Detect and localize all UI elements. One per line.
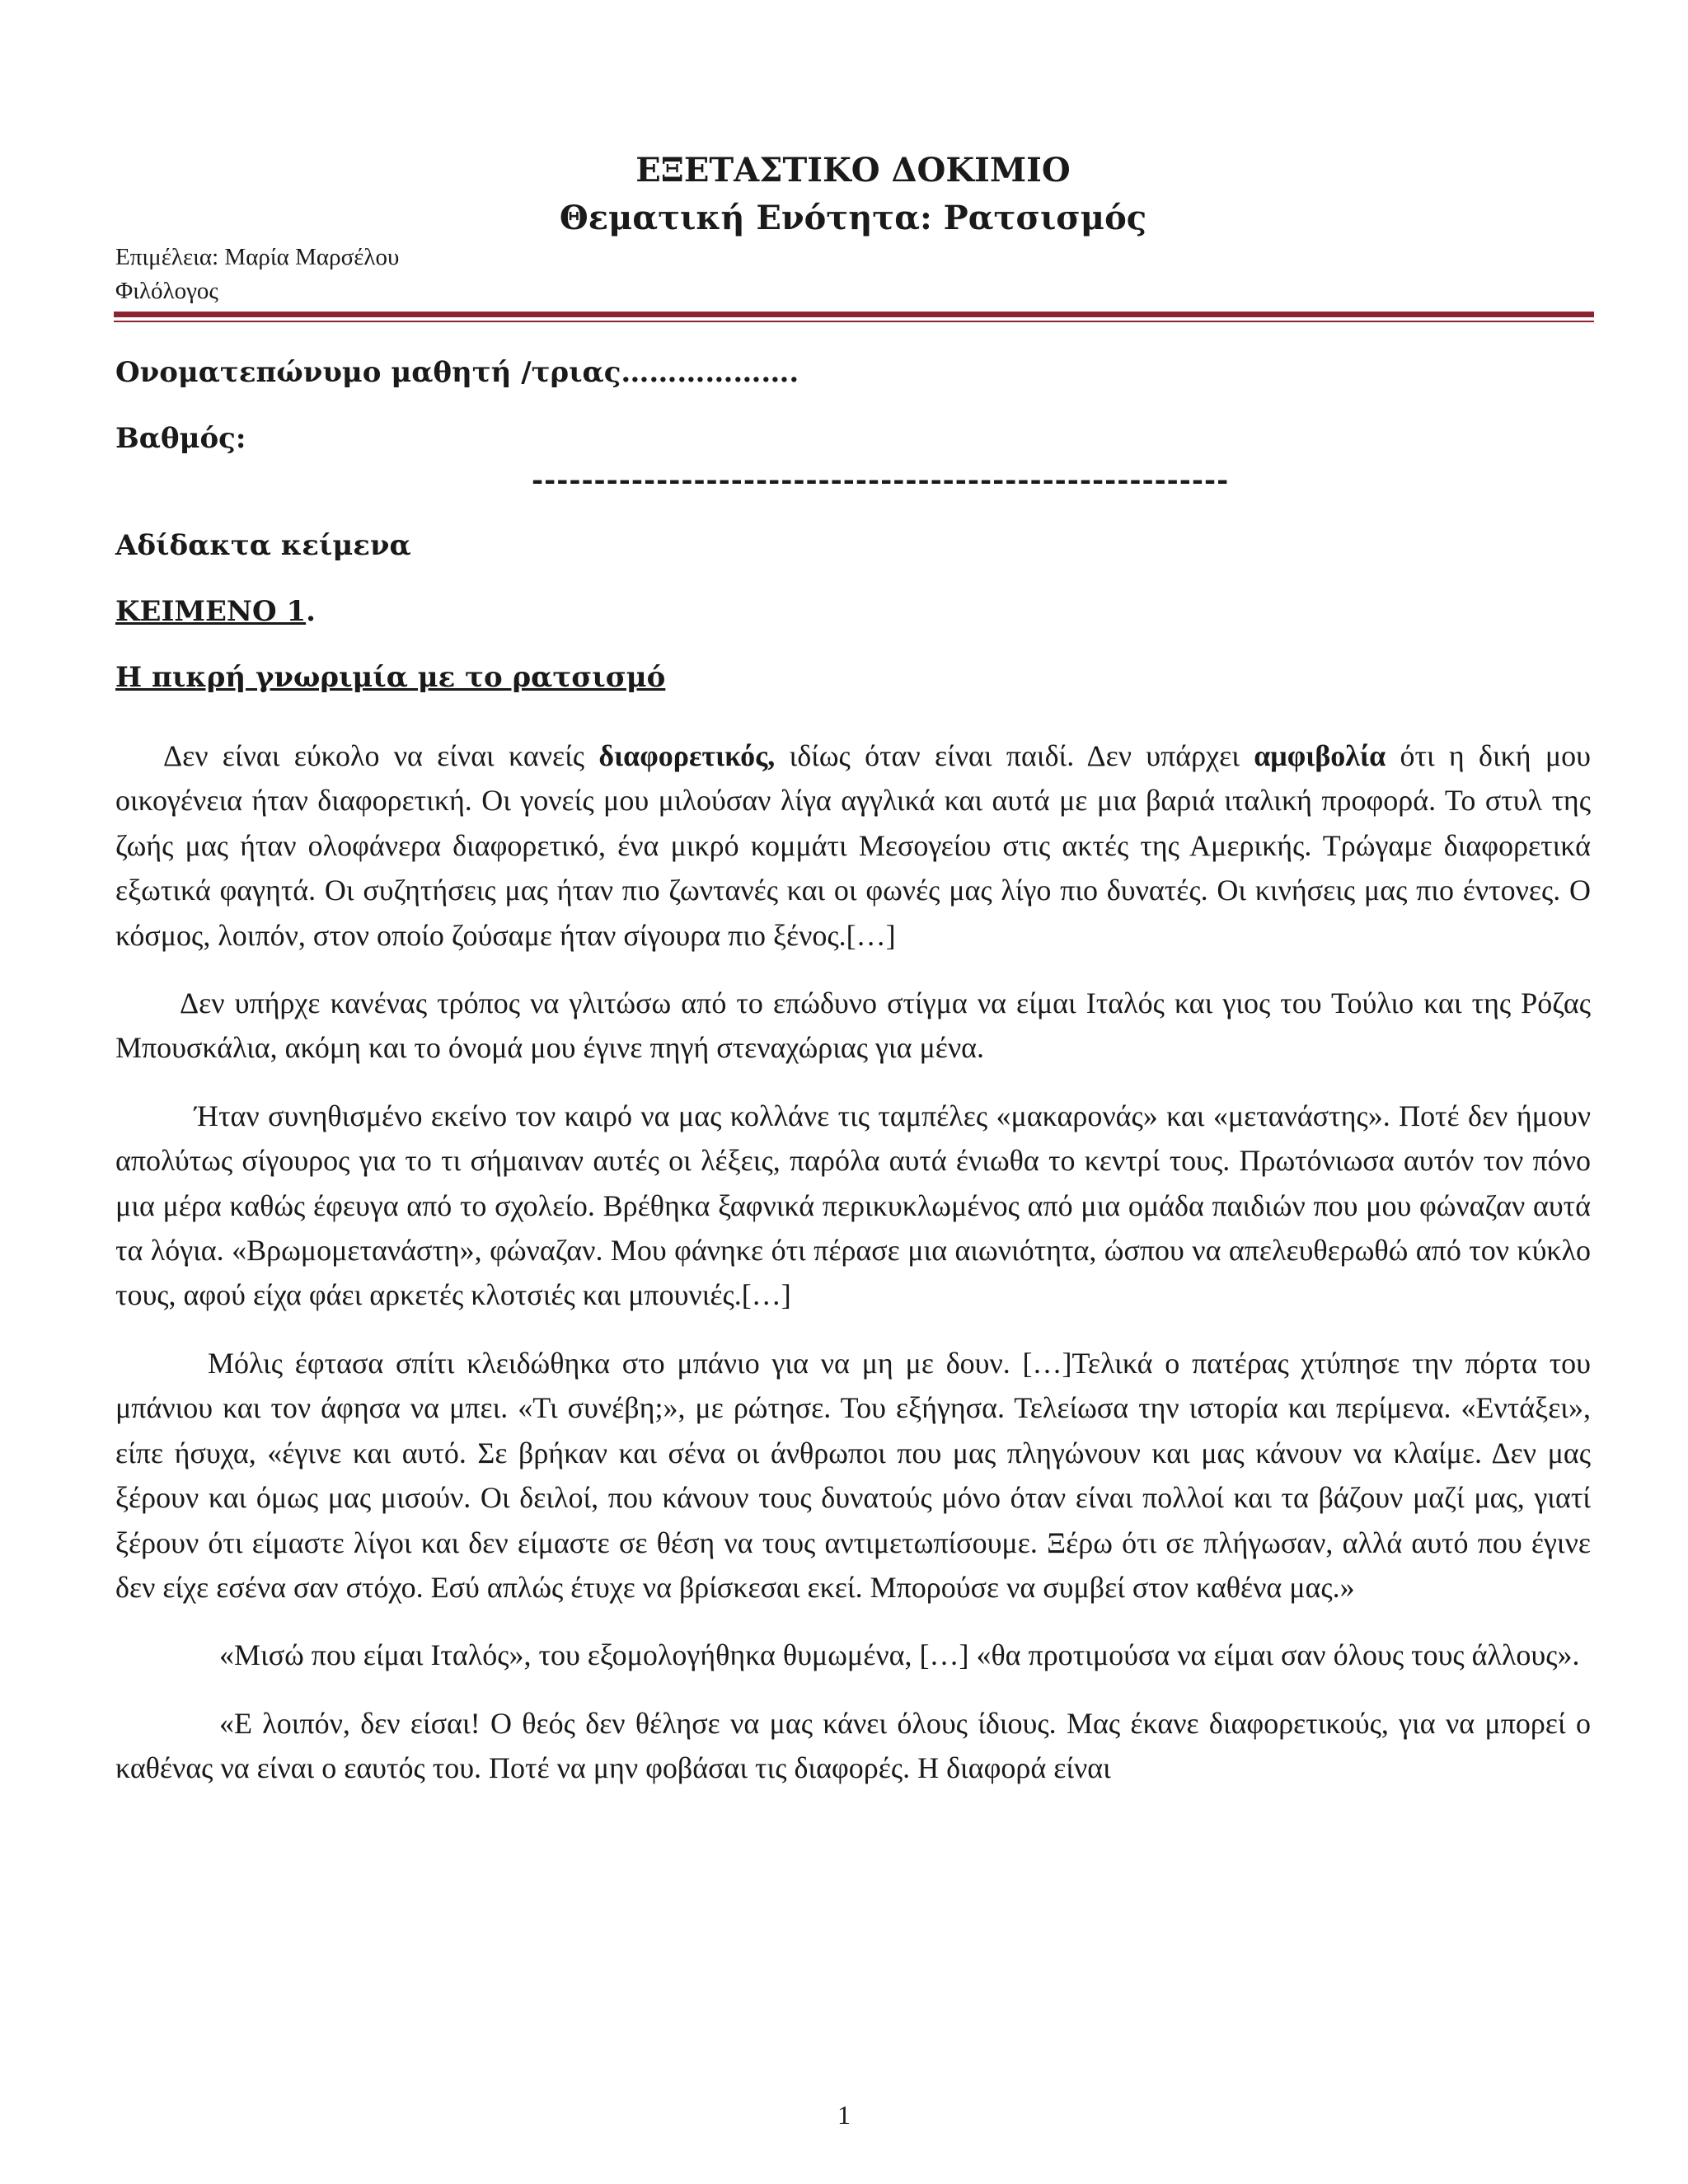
document-subtitle: Θεματική Ενότητα: Ρατσισμός <box>559 199 1147 237</box>
text1-label: ΚΕΙΜΕΝΟ 1 <box>115 595 307 628</box>
paragraph-1-bold-word-1: διαφορετικός, <box>598 739 776 772</box>
paragraph-1 <box>115 733 1591 958</box>
paragraph-1-part-a: Δεν είναι εύκολο να είναι κανείς <box>163 739 599 772</box>
unseen-texts-heading: Αδίδακτα κείμενα <box>115 529 411 562</box>
author-role: Φιλόλογος <box>115 278 218 304</box>
paragraph-4: Μόλις έφτασα σπίτι κλειδώθηκα στο μπάνιο για να μη με δουν. […]Τελικά ο πατέρας χτύπησε την πόρτα του μπάνιου και τον άφησα να μπει. «Τι συνέβη;», με ρώτησε. Του εξήγησα. Τελείωσα την ιστορία και περίμενα. «Εντάξει», είπε ήσυχα, «έγινε και αυτό. Σε βρήκαν και σένα οι άνθρωποι που μας πληγώνουν και μας κάνουν να κλαίμε. Δεν μας ξέρουν και όμως μας μισούν. Οι δειλοί, που κάνουν τους δυνατούς μόνο όταν είναι πολλοί και τα βάζουν μαζί μας, γιατί ξέρουν ότι είμαστε λίγοι και δεν είμαστε σε θέση να τους αντιμετωπίσουμε. Ξέρω ότι σε πλήγωσαν, αλλά αυτό που έγινε δεν είχε εσένα σαν στόχο. Εσύ απλώς έτυχε να βρίσκεσαι εκεί. Μπορούσε να συμβεί στον καθένα μας.» <box>115 1346 1591 1604</box>
text1-dot: . <box>306 595 316 628</box>
title-block <box>445 147 1261 242</box>
paragraph-1-bold-word-2: αμφιβολία <box>1254 739 1386 772</box>
header-divider-thin <box>114 321 1594 322</box>
paragraph-1-part-c: ιδίως όταν είναι παιδί. Δεν υπάρχει <box>775 739 1254 772</box>
document-title: ΕΞΕΤΑΣΤΙΚΟ ΔΟΚΙΜΙΟ <box>635 151 1071 190</box>
text1-title: Η πικρή γνωριμία με το ρατσισμό <box>115 661 666 694</box>
header-divider-thick <box>114 312 1594 317</box>
paragraph-5: «Μισώ που είμαι Ιταλός», του εξομολογήθηκα θυμωμένα, […] «θα προτιμούσα να είμαι σαν όλους τους άλλους». <box>219 1638 1580 1672</box>
student-name-field: Ονοματεπώνυμο μαθητή /τριας………………. <box>115 356 799 389</box>
author-name: Επιμέλεια: Μαρία Μαρσέλου <box>115 244 400 270</box>
paragraph-1-part-e: ότι η δική μου οικογένεια ήταν διαφορετική. Οι γονείς μου μιλούσαν λίγα αγγλικά και αυτά με μια βαριά ιταλική προφορά. Το στυλ της ζωής μας ήταν ολοφάνερα διαφορετικό, ένα μικρό κομμάτι Μεσογείου στις ακτές της Αμερικής. Τρώγαμε διαφορετικά εξωτικά φαγητά. Οι συζητήσεις μας ήταν πιο ζωντανές και οι φωνές μας λίγο πιο δυνατές. Οι κινήσεις μας πιο έντονες. Ο κόσμος, λοιπόν, στον οποίο ζούσαμε ήταν σίγουρα πιο ξένος.[…] <box>115 739 1591 952</box>
grade-field: Βαθμός: <box>115 422 246 455</box>
paragraph-2: Δεν υπήρχε κανένας τρόπος να γλιτώσω από το επώδυνο στίγμα να είμαι Ιταλός και γιος του Τούλιο και της Ρόζας Μπουσκάλια, ακόμη και το όνομά μου έγινε πηγή στεναχώριας για μένα. <box>115 987 1591 1065</box>
separator-line: -------------------------------------------------------- <box>532 464 1230 497</box>
paragraph-6: «Ε λοιπόν, δεν είσαι! Ο θεός δεν θέλησε να μας κάνει όλους ίδιους. Μας έκανε διαφορετικούς, για να μπορεί ο καθένας να είναι ο εαυτός του. Ποτέ να μην φοβάσαι τις διαφορές. Η διαφορά είναι <box>115 1706 1591 1785</box>
page-number: 1 <box>837 2100 851 2130</box>
author-block <box>115 241 399 308</box>
paragraph-3: Ήταν συνηθισμένο εκείνο τον καιρό να μας κολλάνε τις ταμπέλες «μακαρονάς» και «μετανάστης». Ποτέ δεν ήμουν απολύτως σίγουρος για το τι σήμαιναν αυτές οι λέξεις, παρόλα αυτά ένιωθα το κεντρί τους. Πρωτόνιωσα αυτόν τον πόνο μια μέρα καθώς έφευγα από το σχολείο. Βρέθηκα ξαφνικά περικυκλωμένος από μια ομάδα παιδιών που μου φώναζαν αυτά τα λόγια. «Βρωμομετανάστη», φώναζαν. Μου φάνηκε ότι πέρασε μια αιωνιότητα, ώσπου να απελευθερωθώ από τον κύκλο τους, αφού είχα φάει αρκετές κλοτσιές και μπουνιές.[…] <box>115 1099 1591 1312</box>
text1-heading <box>115 595 316 628</box>
text1-body <box>115 733 1591 1814</box>
